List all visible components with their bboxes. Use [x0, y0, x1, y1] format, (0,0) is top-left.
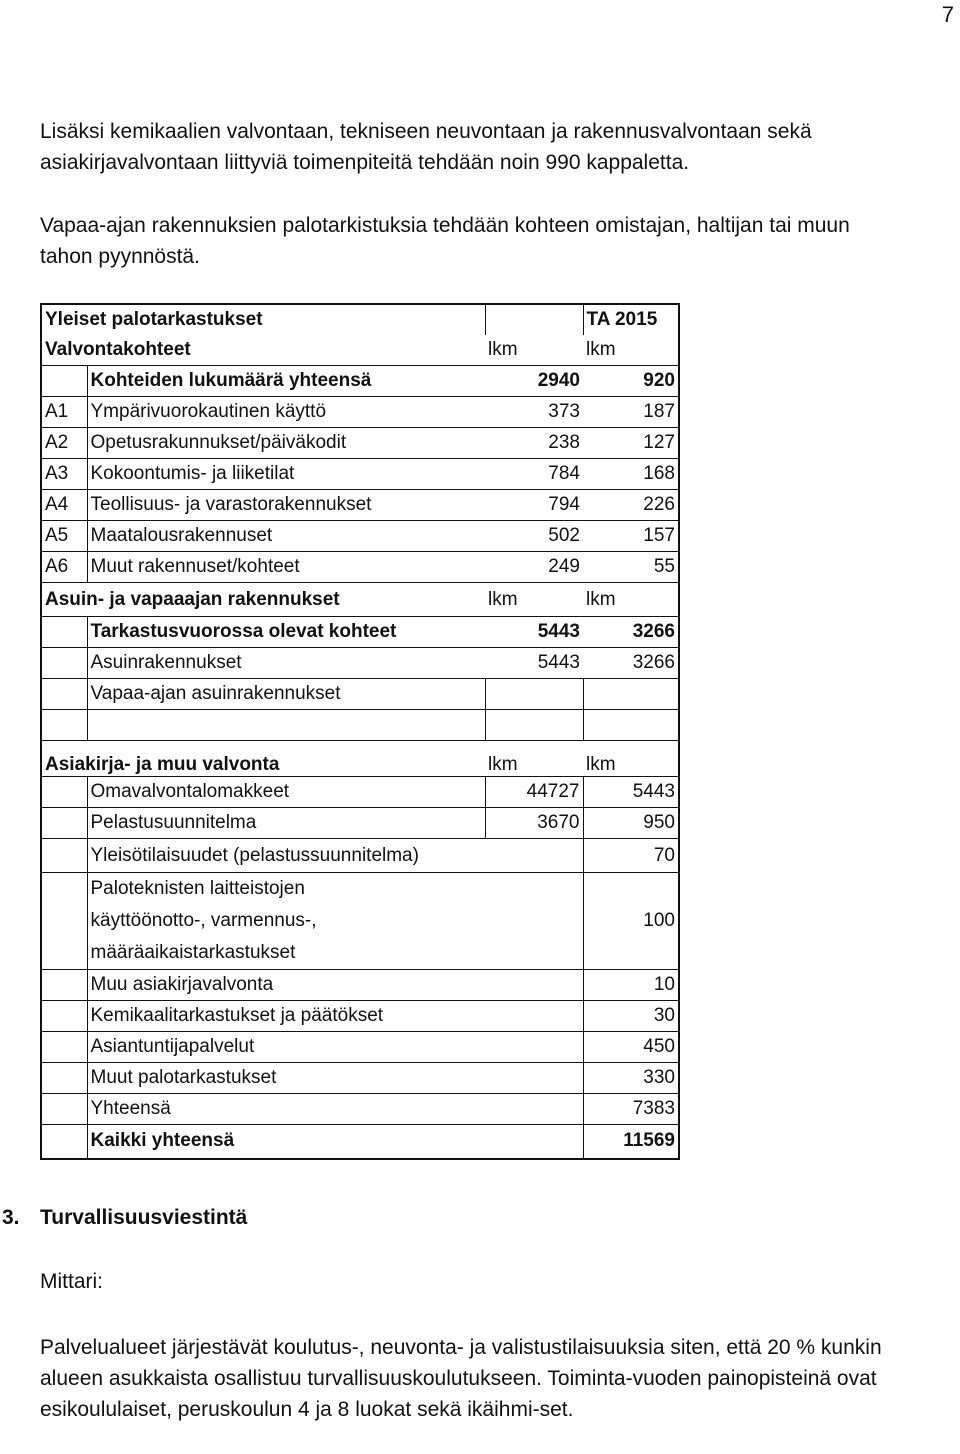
- row-code: A4: [41, 490, 87, 521]
- table-row: [41, 1063, 679, 1094]
- row-label: Vapaa-ajan asuinrakennukset: [87, 679, 485, 710]
- section-title: Turvallisuusviestintä: [40, 1206, 248, 1229]
- row-label: Opetusrakunnukset/päiväkodit: [87, 428, 485, 459]
- table-title-row: [41, 304, 679, 335]
- row-value-2: 187: [583, 397, 679, 428]
- row-code: A3: [41, 459, 87, 490]
- row-value-2: 7383: [583, 1094, 679, 1125]
- table-row: [41, 552, 679, 583]
- table-row: [41, 839, 679, 873]
- table-row: [41, 679, 679, 710]
- table-row: [41, 490, 679, 521]
- column-unit-2: lkm: [583, 335, 679, 366]
- column-unit-1: lkm: [488, 339, 518, 360]
- row-label: Maatalousrakennuset: [87, 521, 485, 552]
- row-value-1: [485, 839, 583, 873]
- row-label: Yhteensä: [87, 1094, 485, 1125]
- row-value-1: [485, 873, 583, 970]
- row-label: Yleisötilaisuudet (pelastussuunnitelma): [87, 839, 485, 873]
- row-code: A2: [41, 428, 87, 459]
- row-value-2: 3266: [583, 648, 679, 679]
- row-label: Asuinrakennukset: [87, 648, 485, 679]
- mittari-label: Mittari:: [40, 1270, 103, 1293]
- table-row: [41, 970, 679, 1001]
- section-header-valvonta: Valvontakohteet: [41, 335, 485, 366]
- row-label: Asiantuntijapalvelut: [87, 1032, 485, 1063]
- row-value-2: 226: [583, 490, 679, 521]
- row-value-2: 5443: [583, 777, 679, 808]
- row-value-1: 784: [485, 459, 583, 490]
- table-row: [41, 397, 679, 428]
- row-value-1: 249: [485, 552, 583, 583]
- table-title-column: TA 2015: [583, 304, 679, 335]
- row-value-1: 373: [485, 397, 583, 428]
- section-header-row: [41, 335, 679, 366]
- table-title: Yleiset palotarkastukset: [41, 304, 485, 335]
- row-value-2: 330: [583, 1063, 679, 1094]
- row-code: A6: [41, 552, 87, 583]
- column-unit-2: lkm: [583, 583, 679, 617]
- section-header-asuin: Asuin- ja vapaaajan rakennukset: [41, 583, 485, 617]
- page-number: 7: [941, 2, 954, 27]
- row-value-1: 238: [485, 428, 583, 459]
- section-header-asiakirja: Asiakirja- ja muu valvonta: [41, 741, 485, 777]
- row-value-2: 950: [583, 808, 679, 839]
- column-unit-1: lkm: [488, 588, 518, 610]
- row-value-2: 157: [583, 521, 679, 552]
- row-value-2: 100: [583, 873, 679, 970]
- row-label: Kokoontumis- ja liiketilat: [87, 459, 485, 490]
- section-header-row: [41, 741, 679, 777]
- row-label: Muut palotarkastukset: [87, 1063, 485, 1094]
- total-value-1: 2940: [485, 366, 583, 397]
- total-row: [41, 617, 679, 648]
- row-value-2: 30: [583, 1001, 679, 1032]
- intro-paragraph-2: Vapaa-ajan rakennuksien palotarkistuksia tehdään kohteen omistajan, haltijan tai muun tahon pyynnöstä.: [40, 214, 850, 268]
- section-header-row: [41, 583, 679, 617]
- table-row: [41, 428, 679, 459]
- table-row: [41, 777, 679, 808]
- row-label-line: määräaikaistarkastukset: [90, 942, 296, 963]
- total-label: Kohteiden lukumäärä yhteensä: [87, 366, 485, 397]
- table-row: [41, 1094, 679, 1125]
- empty-row: [41, 710, 679, 741]
- row-label: Muu asiakirjavalvonta: [87, 970, 485, 1001]
- row-value-2: 55: [583, 552, 679, 583]
- row-label: Ympärivuorokautinen käyttö: [87, 397, 485, 428]
- row-label-line: käyttöönotto-, varmennus-,: [90, 910, 317, 931]
- row-label: Pelastusuunnitelma: [87, 808, 485, 839]
- row-value-2: 450: [583, 1032, 679, 1063]
- table-row: [41, 1032, 679, 1063]
- row-value-1: [485, 970, 583, 1001]
- row-label: Kemikaalitarkastukset ja päätökset: [87, 1001, 485, 1032]
- row-value-2: 10: [583, 970, 679, 1001]
- row-value-1: 44727: [485, 777, 583, 808]
- intro-paragraph-1: Lisäksi kemikaalien valvontaan, tekniseen neuvontaan ja rakennusvalvontaan sekä asiakirjavalvontaan liittyviä toimenpiteitä tehdään noin 990 kappaletta.: [40, 120, 812, 174]
- table-row: [41, 521, 679, 552]
- section-number: 3.: [2, 1206, 20, 1229]
- total-label: Tarkastusvuorossa olevat kohteet: [87, 617, 485, 648]
- grand-total-value: 11569: [583, 1125, 679, 1159]
- total-value-2: 920: [583, 366, 679, 397]
- column-unit-1: lkm: [488, 754, 518, 775]
- fire-inspection-table: [40, 303, 680, 1160]
- row-value-1: [485, 1063, 583, 1094]
- row-label: Muut rakennuset/kohteet: [87, 552, 485, 583]
- section-paragraph: Palvelualueet järjestävät koulutus-, neuvonta- ja valistustilaisuuksia siten, että 20 % kunkin alueen asukkaista osallistuu turvallisuuskoulutukseen. Toiminta-vuoden painopisteinä ovat esikoululaiset, peruskoulun 4 ja 8 luokat sekä ikäihmi-set.: [40, 1336, 882, 1421]
- row-value-2: 168: [583, 459, 679, 490]
- row-value-1: [485, 1032, 583, 1063]
- total-row: [41, 366, 679, 397]
- row-value-1: [485, 1001, 583, 1032]
- grand-total-row: [41, 1125, 679, 1159]
- row-code: A1: [41, 397, 87, 428]
- row-label-line: Paloteknisten laitteistojen: [90, 878, 305, 899]
- table-row: [41, 648, 679, 679]
- column-unit-2: lkm: [583, 741, 679, 777]
- total-value-2: 3266: [583, 617, 679, 648]
- total-value-1: 5443: [485, 617, 583, 648]
- row-value-1: 502: [485, 521, 583, 552]
- row-value-2: 127: [583, 428, 679, 459]
- row-label: Teollisuus- ja varastorakennukset: [87, 490, 485, 521]
- row-value-1: [485, 679, 583, 710]
- row-label-multiline: [87, 873, 485, 970]
- row-value-1: 3670: [485, 808, 583, 839]
- grand-total-label: Kaikki yhteensä: [87, 1125, 485, 1159]
- row-value-1: 794: [485, 490, 583, 521]
- table-row: [41, 873, 679, 970]
- table-row: [41, 459, 679, 490]
- table-row: [41, 808, 679, 839]
- row-value-1: 5443: [485, 648, 583, 679]
- row-value-2: 70: [583, 839, 679, 873]
- section-heading: [2, 1206, 247, 1230]
- table-row: [41, 1001, 679, 1032]
- row-value-2: [583, 679, 679, 710]
- row-code: A5: [41, 521, 87, 552]
- row-value-1: [485, 1094, 583, 1125]
- row-label: Omavalvontalomakkeet: [87, 777, 485, 808]
